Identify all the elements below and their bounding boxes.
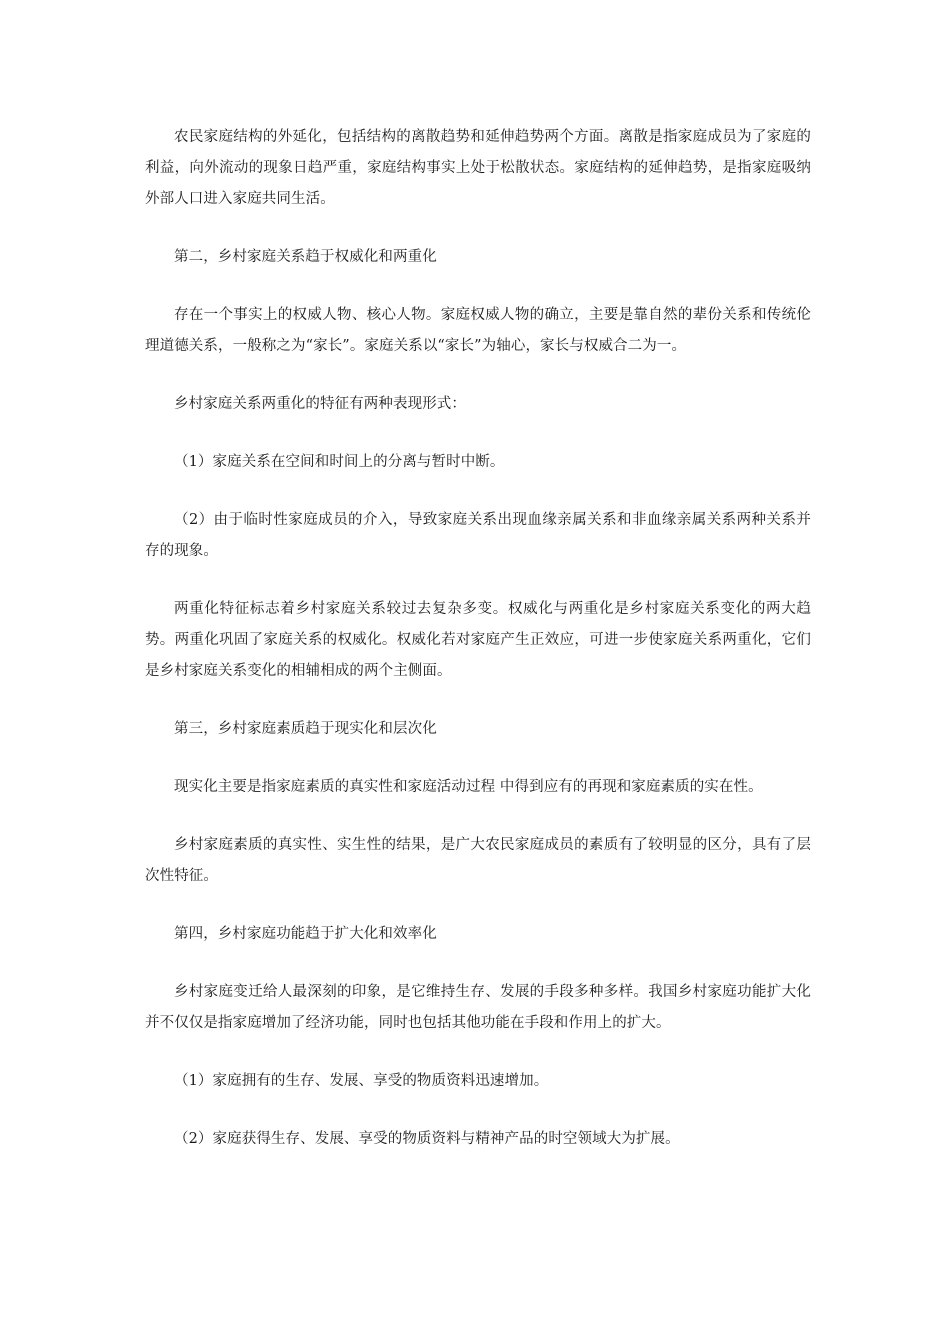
list-item-dual-2: （2）由于临时性家庭成员的介入，导致家庭关系出现血缘亲属关系和非血缘亲属关系两种关系并存的现象。 <box>145 512 811 559</box>
paragraph-authority-figure: 存在一个事实上的权威人物、核心人物。家庭权威人物的确立，主要是靠自然的辈份关系和传统伦理道德关系，一般称之为“家长”。家庭关系以“家长”为轴心，家长与权威合二为一。 <box>145 307 811 354</box>
list-item-function-1: （1）家庭拥有的生存、发展、享受的物质资料迅速增加。 <box>174 1073 549 1089</box>
section-heading-3: 第三，乡村家庭素质趋于现实化和层次化 <box>174 721 437 737</box>
paragraph-dual-forms-intro: 乡村家庭关系两重化的特征有两种表现形式： <box>174 396 466 412</box>
section-heading-2: 第二，乡村家庭关系趋于权威化和两重化 <box>174 249 437 265</box>
list-item-function-2: （2）家庭获得生存、发展、享受的物质资料与精神产品的时空领域大为扩展。 <box>174 1131 680 1147</box>
paragraph-function-expansion: 乡村家庭变迁给人最深刻的印象，是它维持生存、发展的手段多种多样。我国乡村家庭功能扩大化并不仅仅是指家庭增加了经济功能，同时也包括其他功能在手段和作用上的扩大。 <box>145 984 811 1031</box>
paragraph-structure-externalization: 农民家庭结构的外延化，包括结构的离散趋势和延伸趋势两个方面。离散是指家庭成员为了家庭的利益，向外流动的现象日趋严重，家庭结构事实上处于松散状态。家庭结构的延伸趋势，是指家庭吸纳外部人口进入家庭共同生活。 <box>145 129 811 207</box>
paragraph-stratification: 乡村家庭素质的真实性、实生性的结果，是广大农民家庭成员的素质有了较明显的区分，具有了层次性特征。 <box>145 837 811 884</box>
document-body <box>145 122 811 1182</box>
paragraph-dual-summary: 两重化特征标志着乡村家庭关系较过去复杂多变。权威化与两重化是乡村家庭关系变化的两大趋势。两重化巩固了家庭关系的权威化。权威化若对家庭产生正效应，可进一步使家庭关系两重化，它们是乡村家庭关系变化的相辅相成的两个主侧面。 <box>145 601 811 679</box>
section-heading-4: 第四，乡村家庭功能趋于扩大化和效率化 <box>174 926 437 942</box>
list-item-dual-1: （1）家庭关系在空间和时间上的分离与暂时中断。 <box>174 454 505 470</box>
paragraph-realization: 现实化主要是指家庭素质的真实性和家庭活动过程 中得到应有的再现和家庭素质的实在性。 <box>174 779 763 795</box>
